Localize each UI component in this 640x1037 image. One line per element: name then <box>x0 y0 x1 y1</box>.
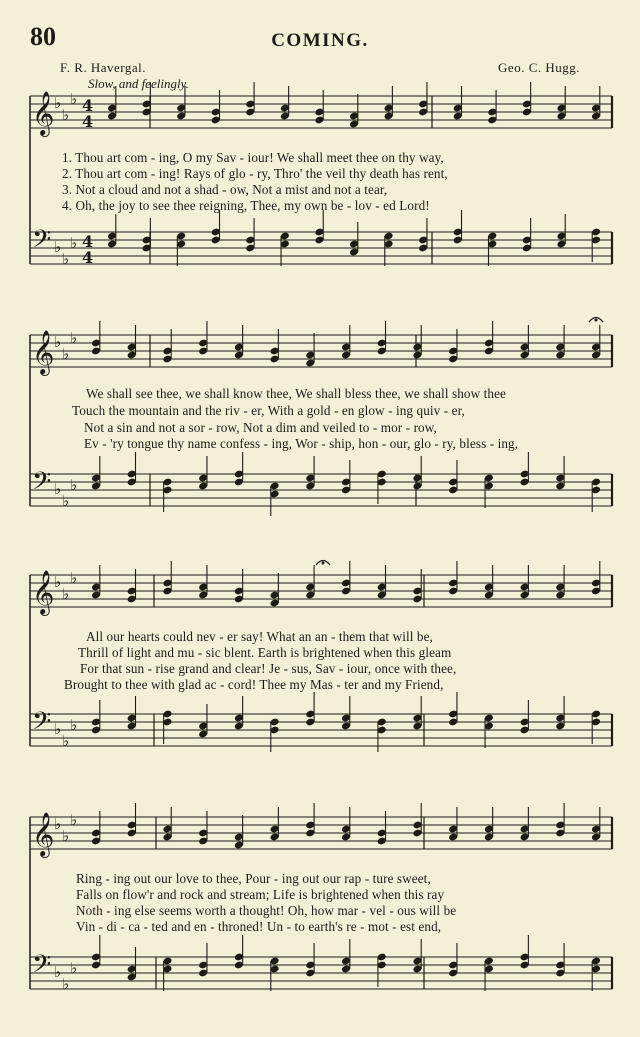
svg-text:♭: ♭ <box>54 720 62 738</box>
lyric-line: 3. Not a cloud and not a shad - ow, Not a mist and not a tear, <box>62 182 388 197</box>
flat-sign: ♭ <box>54 333 62 351</box>
lyric-line: Noth - ing else seems worth a thought! Oh, how mar - vel - ous will be <box>76 903 457 918</box>
svg-text:♭: ♭ <box>62 106 70 124</box>
svg-text:♭: ♭ <box>70 329 78 347</box>
svg-text:♭: ♭ <box>54 480 62 498</box>
lyric-line: 1. Thou art com - ing, O my Sav - iour! We shall meet thee on thy way, <box>62 150 444 165</box>
svg-text:♭: ♭ <box>70 234 78 252</box>
svg-text:♭: ♭ <box>62 345 70 363</box>
svg-text:♭: ♭ <box>70 569 78 587</box>
hymn-title: COMING. <box>271 30 369 51</box>
author-credit: F. R. Havergal. <box>60 60 147 75</box>
svg-text:♭: ♭ <box>62 492 70 510</box>
lyric-line: Vin - di - ca - ted and en - throned! Un - to earth's re - mot - est end, <box>76 919 442 934</box>
svg-text:♭: ♭ <box>62 585 70 603</box>
svg-text:4: 4 <box>82 232 94 251</box>
tempo-marking: Slow, and feelingly. <box>88 76 189 91</box>
bass-clef-icon: 𝄢 <box>32 707 52 742</box>
svg-text:♭: ♭ <box>70 811 78 829</box>
svg-text:♭: ♭ <box>70 716 78 734</box>
composer-credit: Geo. C. Hugg. <box>498 60 580 75</box>
treble-clef-icon: 𝄞 <box>32 570 55 614</box>
flat-sign: ♭ <box>54 573 62 591</box>
svg-text:♭: ♭ <box>62 250 70 268</box>
treble-clef-icon: 𝄞 <box>32 812 55 856</box>
svg-text:♭: ♭ <box>54 963 62 981</box>
lyric-line: All our hearts could nev - er say! What an an - them that will be, <box>86 629 433 644</box>
lyric-line: Ev - 'ry tongue thy name confess - ing, Wor - ship, hon - our, glo - ry, bless - ing, <box>84 436 519 451</box>
page-number: 80 <box>30 22 56 51</box>
lyric-line: Touch the mountain and the riv - er, With a gold - en glow - ing quiv - er, <box>72 403 465 418</box>
bass-clef-icon: 𝄢 <box>32 467 52 502</box>
lyric-line: 2. Thou art com - ing! Rays of glo - ry, Thro' the veil thy death has rent, <box>62 166 448 181</box>
lyric-line: Not a sin and not a sor - row, Not a dim and veiled to - mor - row, <box>84 420 437 435</box>
lyric-line: Ring - ing out our love to thee, Pour - ing out our rap - ture sweet, <box>76 871 431 886</box>
svg-text:♭: ♭ <box>62 827 70 845</box>
bass-clef-icon: 𝄢 <box>32 225 52 260</box>
flat-sign: ♭ <box>54 815 62 833</box>
flat-sign: ♭ <box>54 94 62 112</box>
lyric-line: Brought to thee with glad ac - cord! Thee my Mas - ter and my Friend, <box>64 677 444 692</box>
svg-text:♭: ♭ <box>62 975 70 993</box>
svg-text:♭: ♭ <box>70 959 78 977</box>
svg-text:♭: ♭ <box>70 90 78 108</box>
svg-text:4: 4 <box>82 112 94 131</box>
bass-clef-icon: 𝄢 <box>32 950 52 985</box>
svg-text:♭: ♭ <box>62 732 70 750</box>
lyric-line: For that sun - rise grand and clear! Je - sus, Sav - iour, once with thee, <box>80 661 457 676</box>
lyric-line: We shall see thee, we shall know thee, We shall bless thee, we shall show thee <box>86 386 506 401</box>
lyric-line: Falls on flow'r and rock and stream; Life is brightened when this ray <box>76 887 445 902</box>
svg-text:♭: ♭ <box>54 238 62 256</box>
time-signature: 4 <box>82 96 94 115</box>
treble-clef-icon: 𝄞 <box>32 330 55 374</box>
svg-text:♭: ♭ <box>70 476 78 494</box>
treble-clef-icon: 𝄞 <box>32 91 55 135</box>
svg-text:4: 4 <box>82 248 94 267</box>
lyric-line: Thrill of light and mu - sic blent. Earth is brightened when this gleam <box>78 645 452 660</box>
lyric-line: 4. Oh, the joy to see thee reigning, Thee, my own be - lov - ed Lord! <box>62 198 430 213</box>
